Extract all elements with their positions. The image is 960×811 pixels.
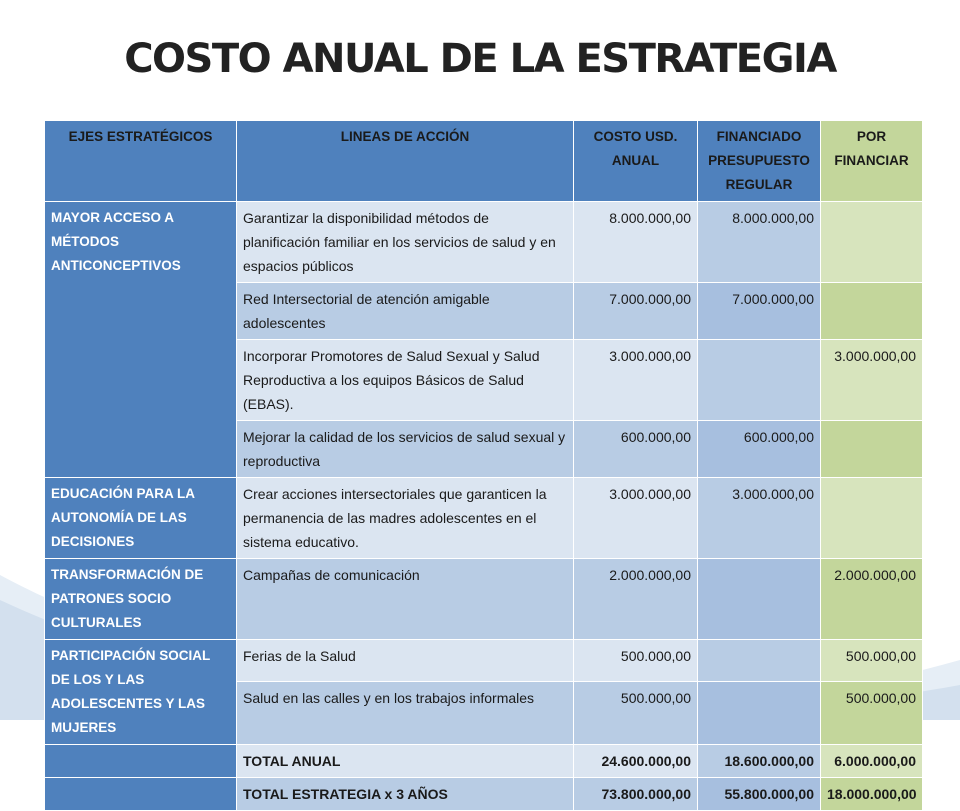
financiado-cell: [698, 682, 821, 745]
linea-cell: Crear acciones intersectoriales que garanticen la permanencia de las madres adolescentes en el sistema educativo.: [237, 478, 574, 559]
header-row: [45, 121, 923, 202]
eje-cell-empty: [45, 745, 237, 778]
eje-cell: MAYOR ACCESO A MÉTODOS ANTICONCEPTIVOS: [45, 202, 237, 478]
table-row: [45, 559, 923, 640]
linea-cell: Garantizar la disponibilidad métodos de planificación familiar en los servicios de salud y en espacios públicos: [237, 202, 574, 283]
por-financiar-cell: 2.000.000,00: [821, 559, 923, 640]
total-label: TOTAL ESTRATEGIA x 3 AÑOS: [237, 778, 574, 811]
financiado-cell: 8.000.000,00: [698, 202, 821, 283]
header-lineas: LINEAS DE ACCIÓN: [237, 121, 574, 202]
page-title: COSTO ANUAL DE LA ESTRATEGIA: [124, 36, 836, 82]
total-costo: 73.800.000,00: [574, 778, 698, 811]
table-row: [45, 478, 923, 559]
costo-cell: 7.000.000,00: [574, 283, 698, 340]
total-row: [45, 778, 923, 811]
por-financiar-cell: [821, 421, 923, 478]
linea-cell: Salud en las calles y en los trabajos informales: [237, 682, 574, 745]
total-row: [45, 745, 923, 778]
eje-cell: PARTICIPACIÓN SOCIAL DE LOS Y LAS ADOLESCENTES Y LAS MUJERES: [45, 640, 237, 745]
por-financiar-cell: [821, 283, 923, 340]
total-por-financiar: 18.000.000,00: [821, 778, 923, 811]
table-row: [45, 202, 923, 283]
linea-cell: Mejorar la calidad de los servicios de salud sexual y reproductiva: [237, 421, 574, 478]
por-financiar-cell: [821, 202, 923, 283]
eje-cell: EDUCACIÓN PARA LA AUTONOMÍA DE LAS DECISIONES: [45, 478, 237, 559]
por-financiar-cell: 3.000.000,00: [821, 340, 923, 421]
costo-cell: 500.000,00: [574, 682, 698, 745]
total-label: TOTAL ANUAL: [237, 745, 574, 778]
costo-cell: 600.000,00: [574, 421, 698, 478]
linea-cell: Incorporar Promotores de Salud Sexual y Salud Reproductiva a los equipos Básicos de Salud (EBAS).: [237, 340, 574, 421]
costo-cell: 500.000,00: [574, 640, 698, 682]
financiado-cell: [698, 640, 821, 682]
linea-cell: Campañas de comunicación: [237, 559, 574, 640]
total-financiado: 55.800.000,00: [698, 778, 821, 811]
financiado-cell: 7.000.000,00: [698, 283, 821, 340]
total-financiado: 18.600.000,00: [698, 745, 821, 778]
total-por-financiar: 6.000.000,00: [821, 745, 923, 778]
financiado-cell: 3.000.000,00: [698, 478, 821, 559]
costo-cell: 2.000.000,00: [574, 559, 698, 640]
linea-cell: Ferias de la Salud: [237, 640, 574, 682]
linea-cell: Red Intersectorial de atención amigable adolescentes: [237, 283, 574, 340]
eje-cell: TRANSFORMACIÓN DE PATRONES SOCIO CULTURALES: [45, 559, 237, 640]
header-costo: COSTO USD. ANUAL: [574, 121, 698, 202]
financiado-cell: 600.000,00: [698, 421, 821, 478]
financiado-cell: [698, 559, 821, 640]
table-row: [45, 640, 923, 682]
eje-cell-empty: [45, 778, 237, 811]
costo-cell: 3.000.000,00: [574, 340, 698, 421]
header-por-financiar: POR FINANCIAR: [821, 121, 923, 202]
costo-cell: 3.000.000,00: [574, 478, 698, 559]
por-financiar-cell: 500.000,00: [821, 682, 923, 745]
costo-cell: 8.000.000,00: [574, 202, 698, 283]
header-ejes: EJES ESTRATÉGICOS: [45, 121, 237, 202]
header-financiado: FINANCIADO PRESUPUESTO REGULAR: [698, 121, 821, 202]
total-costo: 24.600.000,00: [574, 745, 698, 778]
financiado-cell: [698, 340, 821, 421]
cost-table: [44, 120, 923, 811]
por-financiar-cell: 500.000,00: [821, 640, 923, 682]
por-financiar-cell: [821, 478, 923, 559]
